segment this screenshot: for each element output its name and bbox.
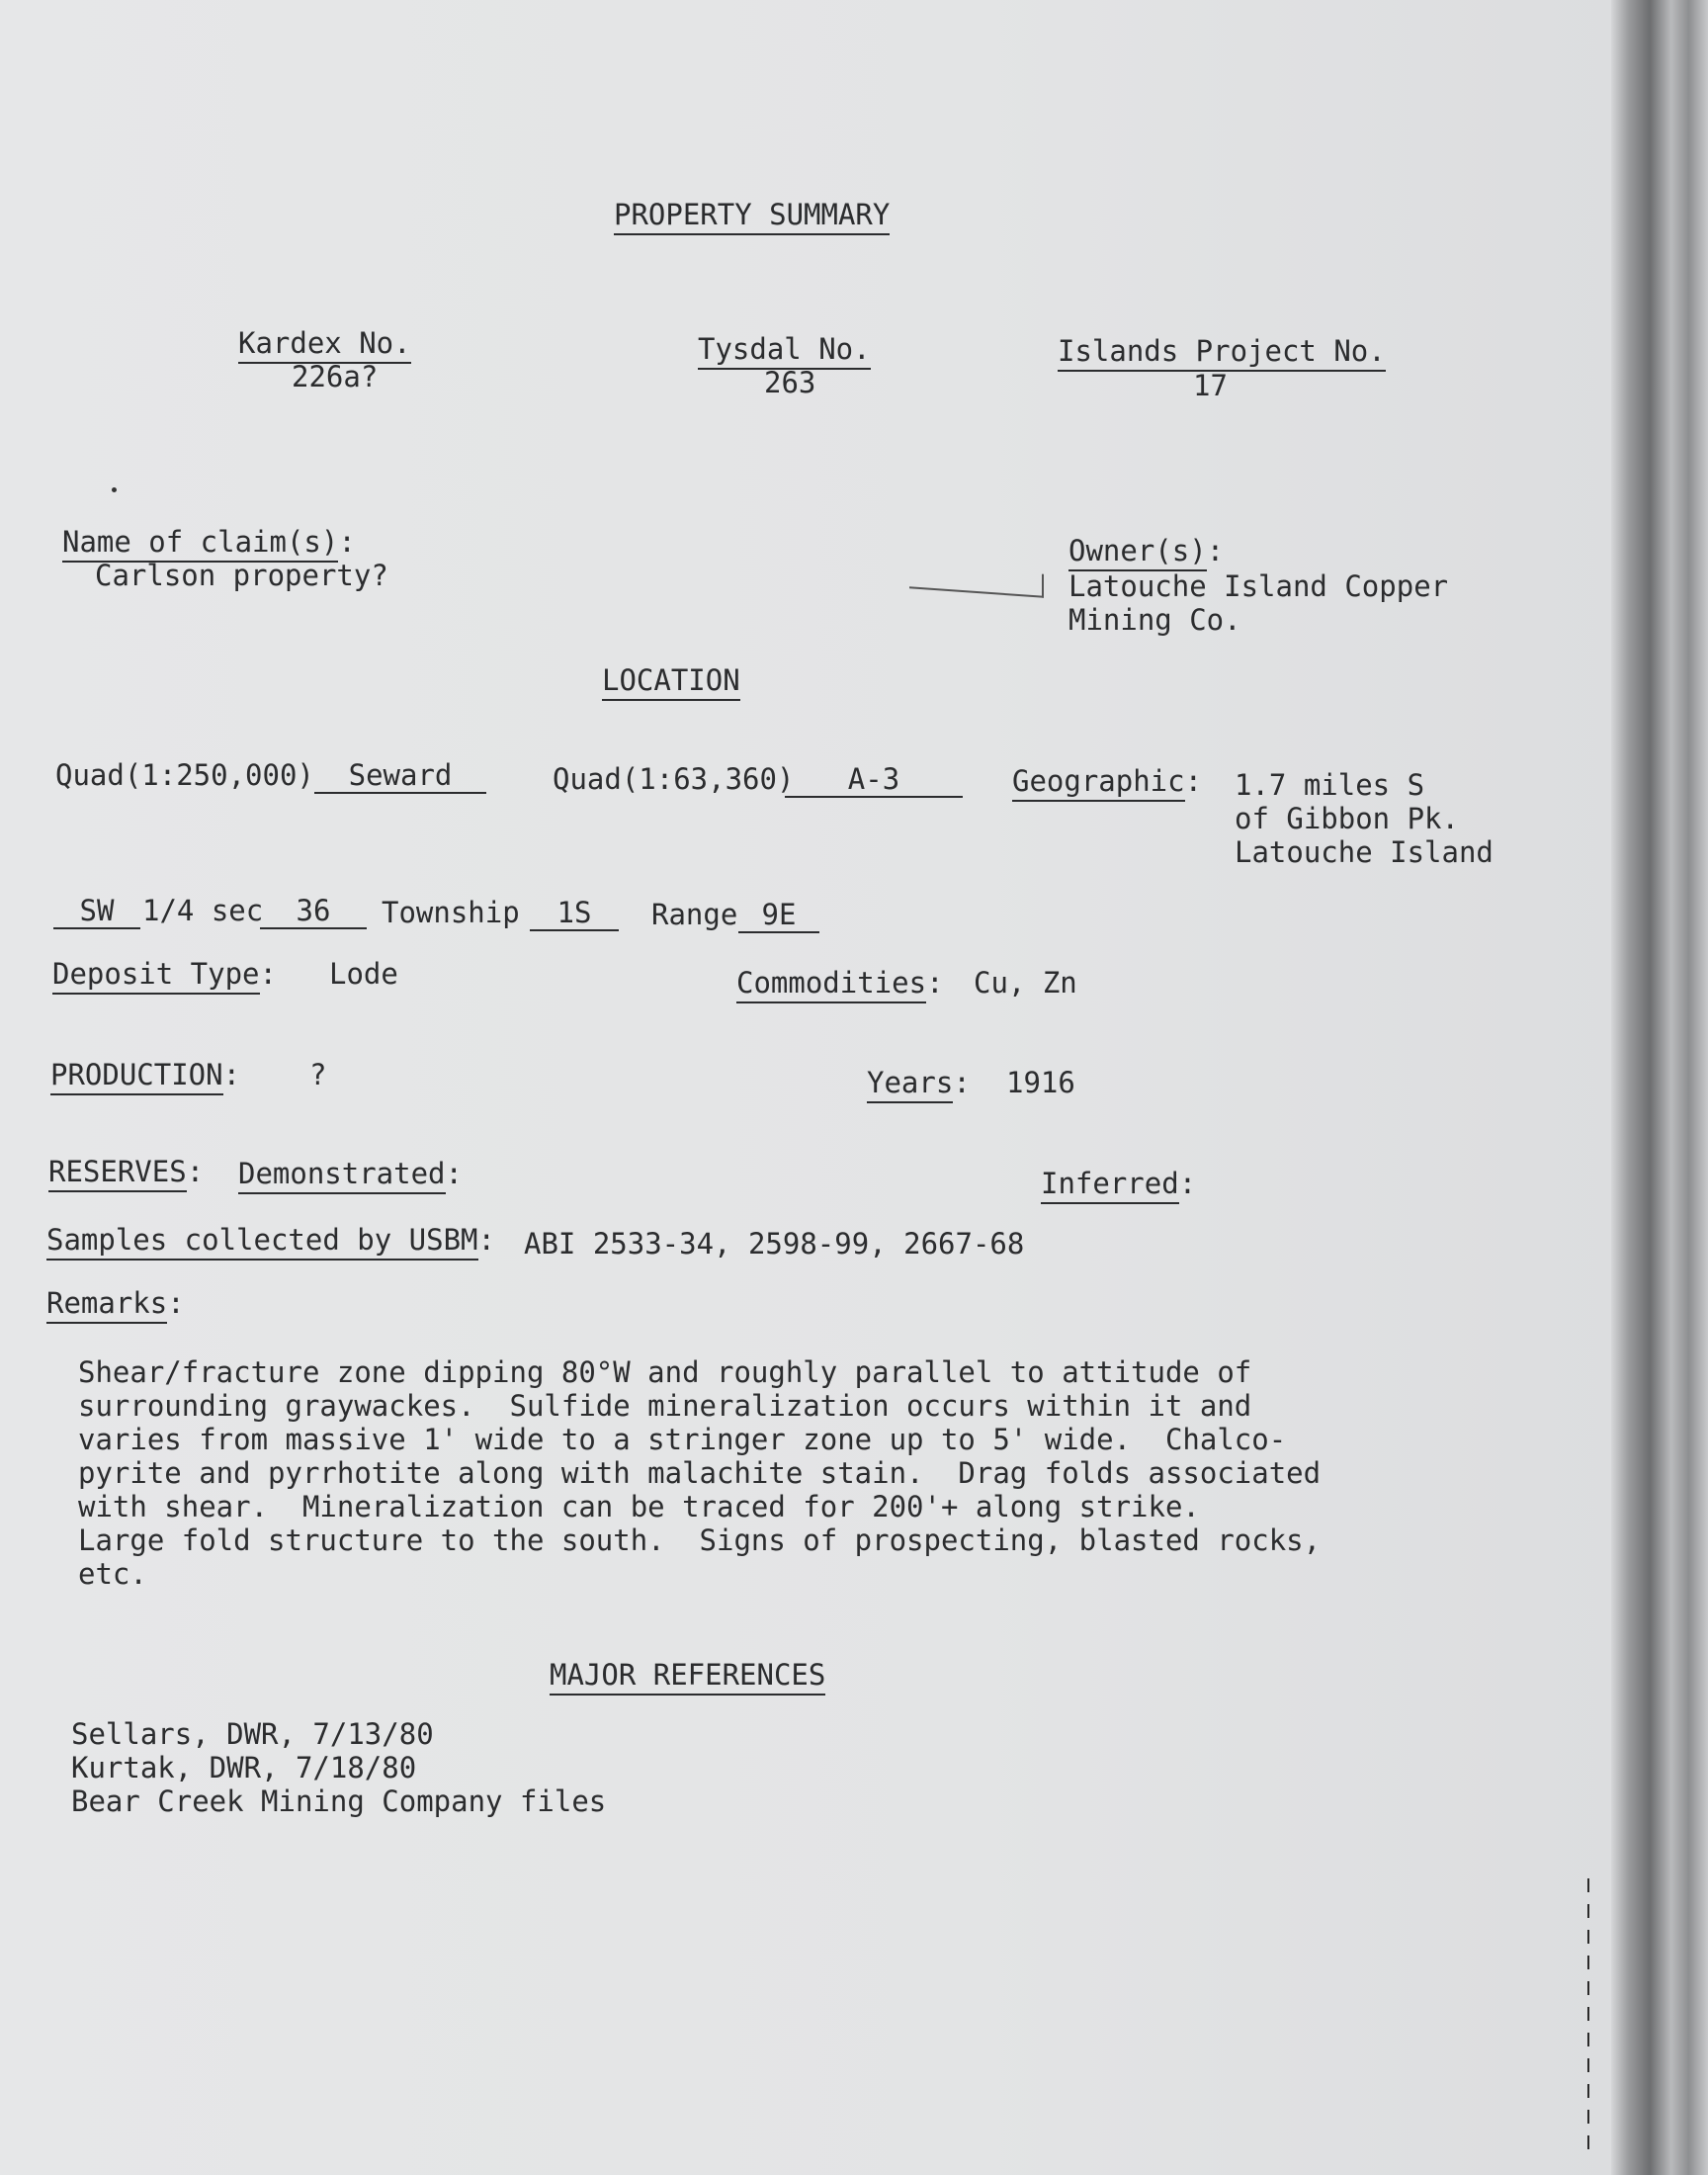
- township-label: Township: [382, 896, 520, 929]
- remarks-line-4: pyrite and pyrrhotite along with malachite stain. Drag folds associated: [78, 1456, 1322, 1490]
- reference-item: Kurtak, DWR, 7/18/80: [71, 1751, 417, 1784]
- quad63-label: Quad(1:63,360): [553, 762, 795, 796]
- inferred-label: Inferred:: [1041, 1167, 1196, 1200]
- remarks-line-7: etc.: [78, 1557, 147, 1591]
- range-value: 9E: [738, 898, 819, 933]
- remarks-line-2: surrounding graywackes. Sulfide mineralization occurs within it and: [78, 1389, 1252, 1423]
- range-label: Range: [651, 898, 738, 931]
- commodities-label: Commodities:: [736, 966, 944, 1000]
- geographic-line-1: 1.7 miles S: [1235, 768, 1425, 802]
- owner-label: Owner(s):: [1068, 534, 1224, 567]
- geographic-line-2: of Gibbon Pk.: [1235, 802, 1459, 835]
- kardex-label: Kardex No.: [238, 326, 411, 364]
- remarks-label: Remarks:: [46, 1286, 185, 1320]
- tysdal-label: Tysdal No.: [698, 332, 871, 370]
- remarks-line-5: with shear. Mineralization can be traced for 200'+ along strike.: [78, 1490, 1200, 1523]
- reserves-label: RESERVES:: [48, 1155, 204, 1188]
- quad250-label: Quad(1:250,000): [55, 758, 314, 792]
- geographic-label: Geographic:: [1012, 764, 1202, 798]
- production-value: ?: [309, 1058, 327, 1091]
- samples-label: Samples collected by USBM:: [46, 1223, 495, 1257]
- years-value: 1916: [1006, 1066, 1075, 1099]
- quad250-value: Seward: [314, 758, 486, 794]
- perforation-line: [1587, 1878, 1589, 2155]
- quad63-value: A-3: [785, 762, 963, 798]
- quarter-value: SW: [53, 894, 140, 929]
- years-label: Years:: [867, 1066, 971, 1099]
- claim-value: Carlson property?: [95, 559, 388, 592]
- demonstrated-label: Demonstrated:: [238, 1157, 463, 1190]
- page-title: PROPERTY SUMMARY: [614, 198, 890, 235]
- owner-line-2: Mining Co.: [1068, 603, 1241, 637]
- reference-item: Sellars, DWR, 7/13/80: [71, 1717, 434, 1751]
- claim-label: Name of claim(s):: [62, 525, 356, 559]
- commodities-value: Cu, Zn: [974, 966, 1077, 1000]
- remarks-line-6: Large fold structure to the south. Signs of prospecting, blasted rocks,: [78, 1523, 1322, 1557]
- location-heading: LOCATION: [602, 663, 740, 701]
- reference-item: Bear Creek Mining Company files: [71, 1784, 607, 1818]
- remarks-line-3: varies from massive 1' wide to a stringer zone up to 5' wide. Chalco-: [78, 1423, 1287, 1456]
- remarks-line-1: Shear/fracture zone dipping 80°W and roughly parallel to attitude of: [78, 1355, 1252, 1389]
- section-value: 36: [260, 894, 367, 929]
- samples-value: ABI 2533-34, 2598-99, 2667-68: [524, 1227, 1025, 1261]
- deposit-type-label: Deposit Type:: [52, 957, 277, 991]
- township-value: 1S: [530, 896, 619, 931]
- islands-project-label: Islands Project No.: [1058, 334, 1386, 372]
- kardex-value: 226a?: [292, 360, 379, 393]
- page-edge-shadow: [1611, 0, 1708, 2175]
- stray-mark: [112, 487, 117, 492]
- deposit-type-value: Lode: [329, 957, 398, 991]
- geographic-line-3: Latouche Island: [1235, 835, 1494, 869]
- owner-line-1: Latouche Island Copper: [1068, 569, 1449, 603]
- quarter-sec-label: 1/4 sec: [142, 894, 264, 927]
- production-label: PRODUCTION:: [50, 1058, 240, 1091]
- references-heading: MAJOR REFERENCES: [550, 1658, 825, 1696]
- tysdal-value: 263: [764, 366, 816, 399]
- islands-project-value: 17: [1193, 369, 1228, 402]
